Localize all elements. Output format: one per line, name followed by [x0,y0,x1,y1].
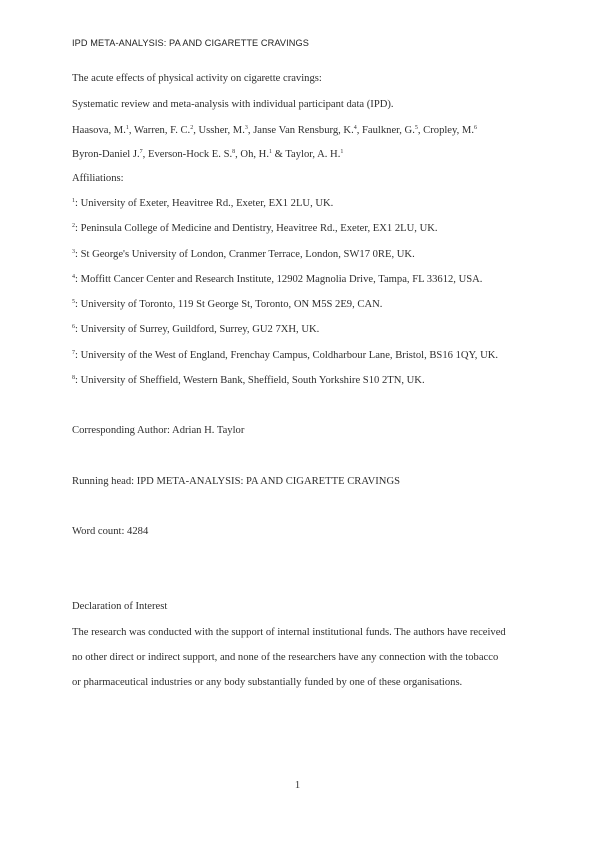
author-line-2 [72,148,343,161]
affiliation-sup: 6 [72,324,75,330]
affiliation-text: : St George's University of London, Cranmer Terrace, London, SW17 0RE, UK. [75,249,415,260]
author-name: , Cropley, M. [417,125,474,136]
declaration-line-2: no other direct or indirect support, and none of the researchers have any connection with the tobacco [72,652,499,663]
affiliation-sup: 3 [72,249,75,255]
author-line-1 [72,124,477,137]
author-affil-sup: 2 [190,125,194,131]
author-name: , Janse Van Rensburg, K. [247,125,354,136]
author-affil-sup: 5 [414,125,418,131]
declaration-heading: Declaration of Interest [72,601,168,612]
author-name: , Warren, F. C. [128,125,191,136]
affiliation-text: : University of Surrey, Guildford, Surrey, GU2 7XH, UK. [75,324,320,335]
author-name: , Oh, H. [235,149,269,160]
declaration-line-1: The research was conducted with the support of internal institutional funds. The authors have received [72,627,506,638]
affiliation-item [72,222,438,235]
affiliation-item [72,273,482,286]
affiliation-item [72,197,333,210]
affiliation-sup: 5 [72,299,75,305]
word-count: Word count: 4284 [72,526,149,537]
affiliation-item [72,323,319,336]
author-affil-sup: 1 [125,125,129,131]
affiliation-sup: 2 [72,223,75,229]
author-affil-sup: 3 [244,125,248,131]
author-affil-sup: 6 [473,125,477,131]
author-affil-sup: 1 [340,149,344,155]
running-header: IPD META-ANALYSIS: PA AND CIGARETTE CRAVINGS [72,38,310,48]
affiliations-heading: Affiliations: [72,173,124,184]
affiliation-text: : Peninsula College of Medicine and Dentistry, Heavitree Rd., Exeter, EX1 2LU, UK. [75,223,438,234]
corresponding-author: Corresponding Author: Adrian H. Taylor [72,425,245,436]
affiliation-item [72,349,498,362]
affiliation-item [72,248,415,261]
author-name: & Taylor, A. H. [271,149,341,160]
author-affil-sup: 4 [353,125,357,131]
affiliation-text: : University of the West of England, Frenchay Campus, Coldharbour Lane, Bristol, BS16 1QY, UK. [75,350,499,361]
author-name: Byron-Daniel J. [72,149,140,160]
affiliation-text: : University of Exeter, Heavitree Rd., Exeter, EX1 2LU, UK. [75,198,334,209]
author-name: , Everson-Hock E. S. [142,149,233,160]
affiliation-text: : Moffitt Cancer Center and Research Institute, 12902 Magnolia Drive, Tampa, FL 33612, USA. [75,274,483,285]
affiliation-text: : University of Toronto, 119 St George St, Toronto, ON M5S 2E9, CAN. [75,299,383,310]
author-name: , Ussher, M. [193,125,245,136]
author-affil-sup: 1 [268,149,272,155]
declaration-line-3: or pharmaceutical industries or any body substantially funded by one of these organisations. [72,677,463,688]
author-name: Haasova, M. [72,125,126,136]
author-affil-sup: 7 [139,149,143,155]
author-affil-sup: 8 [232,149,236,155]
page-number: 1 [294,780,301,791]
running-head-line: Running head: IPD META-ANALYSIS: PA AND CIGARETTE CRAVINGS [72,476,400,487]
affiliation-sup: 1 [72,198,75,204]
affiliation-sup: 8 [72,375,75,381]
title-line-1: The acute effects of physical activity on cigarette cravings: [72,73,322,84]
author-name: , Faulkner, G. [356,125,415,136]
affiliation-item [72,374,425,387]
affiliation-text: : University of Sheffield, Western Bank, Sheffield, South Yorkshire S10 2TN, UK. [75,375,425,386]
affiliation-sup: 7 [72,350,75,356]
affiliation-sup: 4 [72,274,75,280]
title-line-2: Systematic review and meta-analysis with individual participant data (IPD). [72,99,394,110]
affiliation-item [72,298,382,311]
